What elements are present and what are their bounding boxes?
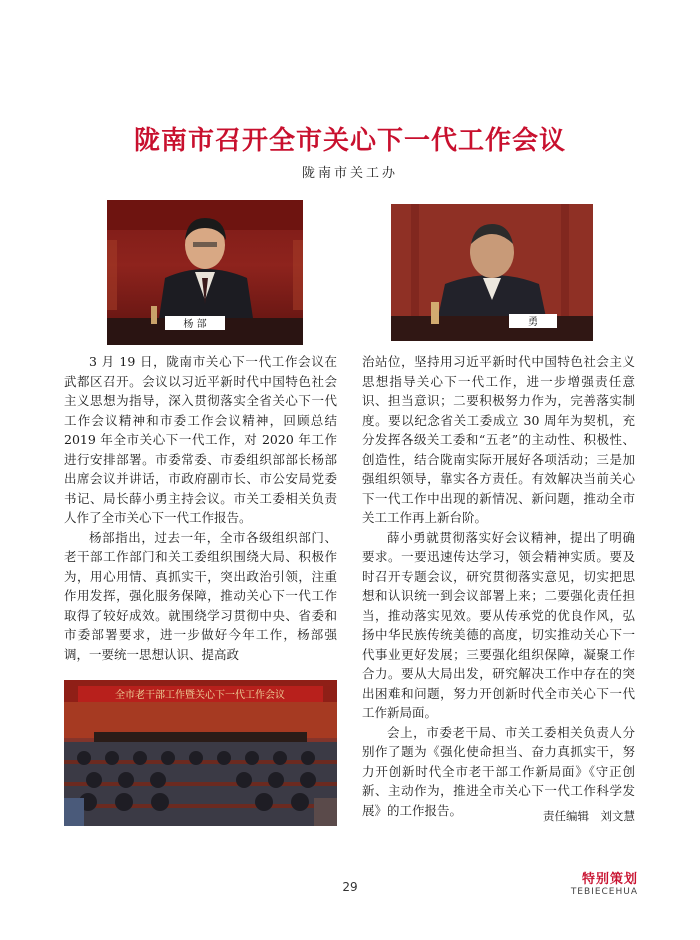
article-author: 陇南市关工办 — [301, 166, 398, 181]
article-title: 陇南市召开全市关心下一代工作会议 — [133, 126, 566, 156]
paragraph-4: 会上，市委老干局、市关工委相关负责人分别作了题为《强化使命担当、奋力真抓实干，努力开创新时代全市老干部工作新局面》《守正创新、主动作为，推进全市关心下一代工作科学发展》的工作报告。 — [362, 724, 635, 818]
text-column-left — [64, 352, 337, 664]
speaker-photo-right — [391, 204, 593, 341]
speaker-photo-left — [107, 200, 303, 345]
nameplate-right: 勇 — [528, 317, 538, 328]
nameplate-left: 杨 部 — [183, 319, 207, 330]
section-label-cn: 特别策划 — [581, 872, 638, 887]
conference-banner: 全市老干部工作暨关心下一代工作会议 — [115, 690, 285, 701]
text-column-right — [362, 352, 635, 820]
paragraph-3: 薛小勇就贯彻落实好会议精神，提出了明确要求。一要迅速传达学习，领会精神实质。要及时召开专题会议，研究贯彻落实意见，切实把思想和认识统一到会议部署上来；二要强化责任担当，推动落实见效。要从传承党的优良作风，弘扬中华民族传统美德的高度，切实推动关心下一代事业更好发展；三要强化组织保障，凝聚工作合力。要从大局出发，研究解决工作中存在的突出困难和问题，努力开创新时代全市关心下一代工作新局面。 — [362, 529, 635, 720]
paragraph-1: 3 月 19 日，陇南市关心下一代工作会议在武都区召开。会议以习近平新时代中国特色社会主义思想为指导，深入贯彻落实全省关心下一代工作会议精神和市委工作会议精神，回顾总结 2019 年全市关心下一代工作，对 2020 年工作进行安排部署。市委常委、市委组织部部长杨部出席会议并讲话，市政府副市长、市公安局党委书记、局长薛小勇主持会议。市关工委相关负责人作了全市关心下一代工作报告。 — [64, 354, 337, 525]
paragraph-2-start: 杨部指出，过去一年，全市各级组织部门、老干部工作部门和关工委组织围绕大局、积极作为，用心用情、真抓实干，突出政治引领，注重作用发挥，强化服务保障，推动关心下一代工作取得了较好成效。就围绕学习贯彻中央、省委和市委部署要求，进一步做好今年工作，杨部强调，一要统一思想认识、提高政 — [64, 529, 337, 662]
conference-photo — [64, 680, 337, 826]
responsible-editor: 责任编辑 刘文慧 — [543, 809, 635, 823]
paragraph-2-continuation: 治站位，坚持用习近平新时代中国特色社会主义思想指导关心下一代工作，进一步增强责任意识、担当意识；二要积极努力作为，完善落实制度。要以纪念省关工委成立 30 周年为契机，充分发挥各级关工委和“五老”的主动性、积极性、创造性，结合陇南实际开展好各项活动；三是加强组织领导，靠实各方责任。有效解决当前关心下一代工作中出现的新情况、新问题，推动全市关工工作再上新台阶。 — [362, 354, 635, 525]
section-label-en: TEBIECEHUA — [570, 887, 638, 897]
section-label — [571, 868, 638, 897]
page-number: 29 — [342, 880, 358, 894]
